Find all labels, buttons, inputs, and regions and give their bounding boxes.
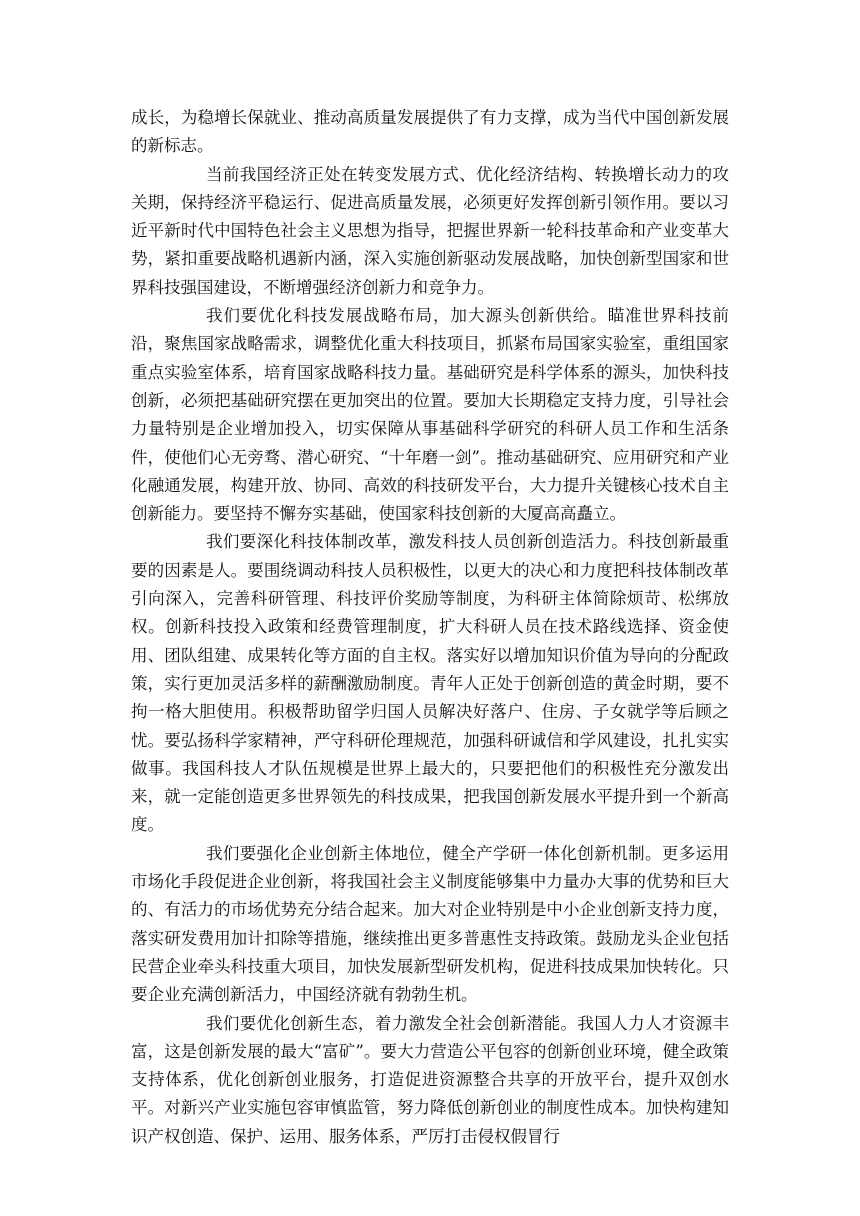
paragraph-1: 成长，为稳增长保就业、推动高质量发展提供了有力支撑，成为当代中国创新发展的新标志。 bbox=[131, 108, 729, 156]
paragraph-3: 我们要优化科技发展战略布局，加大源头创新供给。瞄准世界科技前沿，聚焦国家战略需求，调整优化重大科技项目，抓紧布局国家实验室，重组国家重点实验室体系，培育国家战略科技力量。基础研究是科学体系的源头，加快科技创新，必须把基础研究摆在更加突出的位置。要加大长期稳定支持力度，引导社会力量特别是企业增加投入，切实保障从事基础科学研究的科研人员工作和生活条件，使他们心无旁骛、潜心研究、“十年磨一剑”。推动基础研究、应用研究和产业化融通发展，构建开放、协同、高效的科技研发平台，大力提升关键核心技术自主创新能力。要坚持不懈夯实基础，使国家科技创新的大厦高高矗立。 bbox=[131, 306, 729, 524]
paragraph-5: 我们要强化企业创新主体地位，健全产学研一体化创新机制。更多运用市场化手段促进企业创新，将我国社会主义制度能够集中力量办大事的优势和巨大的、有活力的市场优势充分结合起来。加大对企业特别是中小企业创新支持力度，落实研发费用加计扣除等措施，继续推出更多普惠性支持政策。鼓励龙头企业包括民营企业牵头科技重大项目，加快发展新型研发机构，促进科技成果加快转化。只要企业充满创新活力，中国经济就有勃勃生机。 bbox=[131, 843, 729, 1005]
article-body bbox=[131, 104, 729, 1151]
paragraph-4: 我们要深化科技体制改革，激发科技人员创新创造活力。科技创新最重要的因素是人。要围绕调动科技人员积极性，以更大的决心和力度把科技体制改革引向深入，完善科研管理、科技评价奖励等制度，为科研主体简除烦苛、松绑放权。创新科技投入政策和经费管理制度，扩大科研人员在技术路线选择、资金使用、团队组建、成果转化等方面的自主权。落实好以增加知识价值为导向的分配政策，实行更加灵活多样的薪酬激励制度。青年人正处于创新创造的黄金时期，要不拘一格大胆使用。积极帮助留学归国人员解决好落户、住房、子女就学等后顾之忧。要弘扬科学家精神，严守科研伦理规范，加强科研诚信和学风建设，扎扎实实做事。我国科技人才队伍规模是世界上最大的，只要把他们的积极性充分激发出来，就一定能创造更多世界领先的科技成果，把我国创新发展水平提升到一个新高度。 bbox=[131, 532, 729, 835]
paragraph-2: 当前我国经济正处在转变发展方式、优化经济结构、转换增长动力的攻关期，保持经济平稳运行、促进高质量发展，必须更好发挥创新引领作用。要以习近平新时代中国特色社会主义思想为指导，把握世界新一轮科技革命和产业变革大势，紧扣重要战略机遇新内涵，深入实施创新驱动发展战略，加快创新型国家和世界科技强国建设，不断增强经济创新力和竞争力。 bbox=[131, 164, 729, 297]
paragraph-6: 我们要优化创新生态，着力激发全社会创新潜能。我国人力人才资源丰富，这是创新发展的最大“富矿”。要大力营造公平包容的创新创业环境，健全政策支持体系，优化创新创业服务，打造促进资源整合共享的开放平台，提升双创水平。对新兴产业实施包容审慎监管，努力降低创新创业的制度性成本。加快构建知识产权创造、保护、运用、服务体系，严厉打击侵权假冒行 bbox=[131, 1013, 729, 1146]
